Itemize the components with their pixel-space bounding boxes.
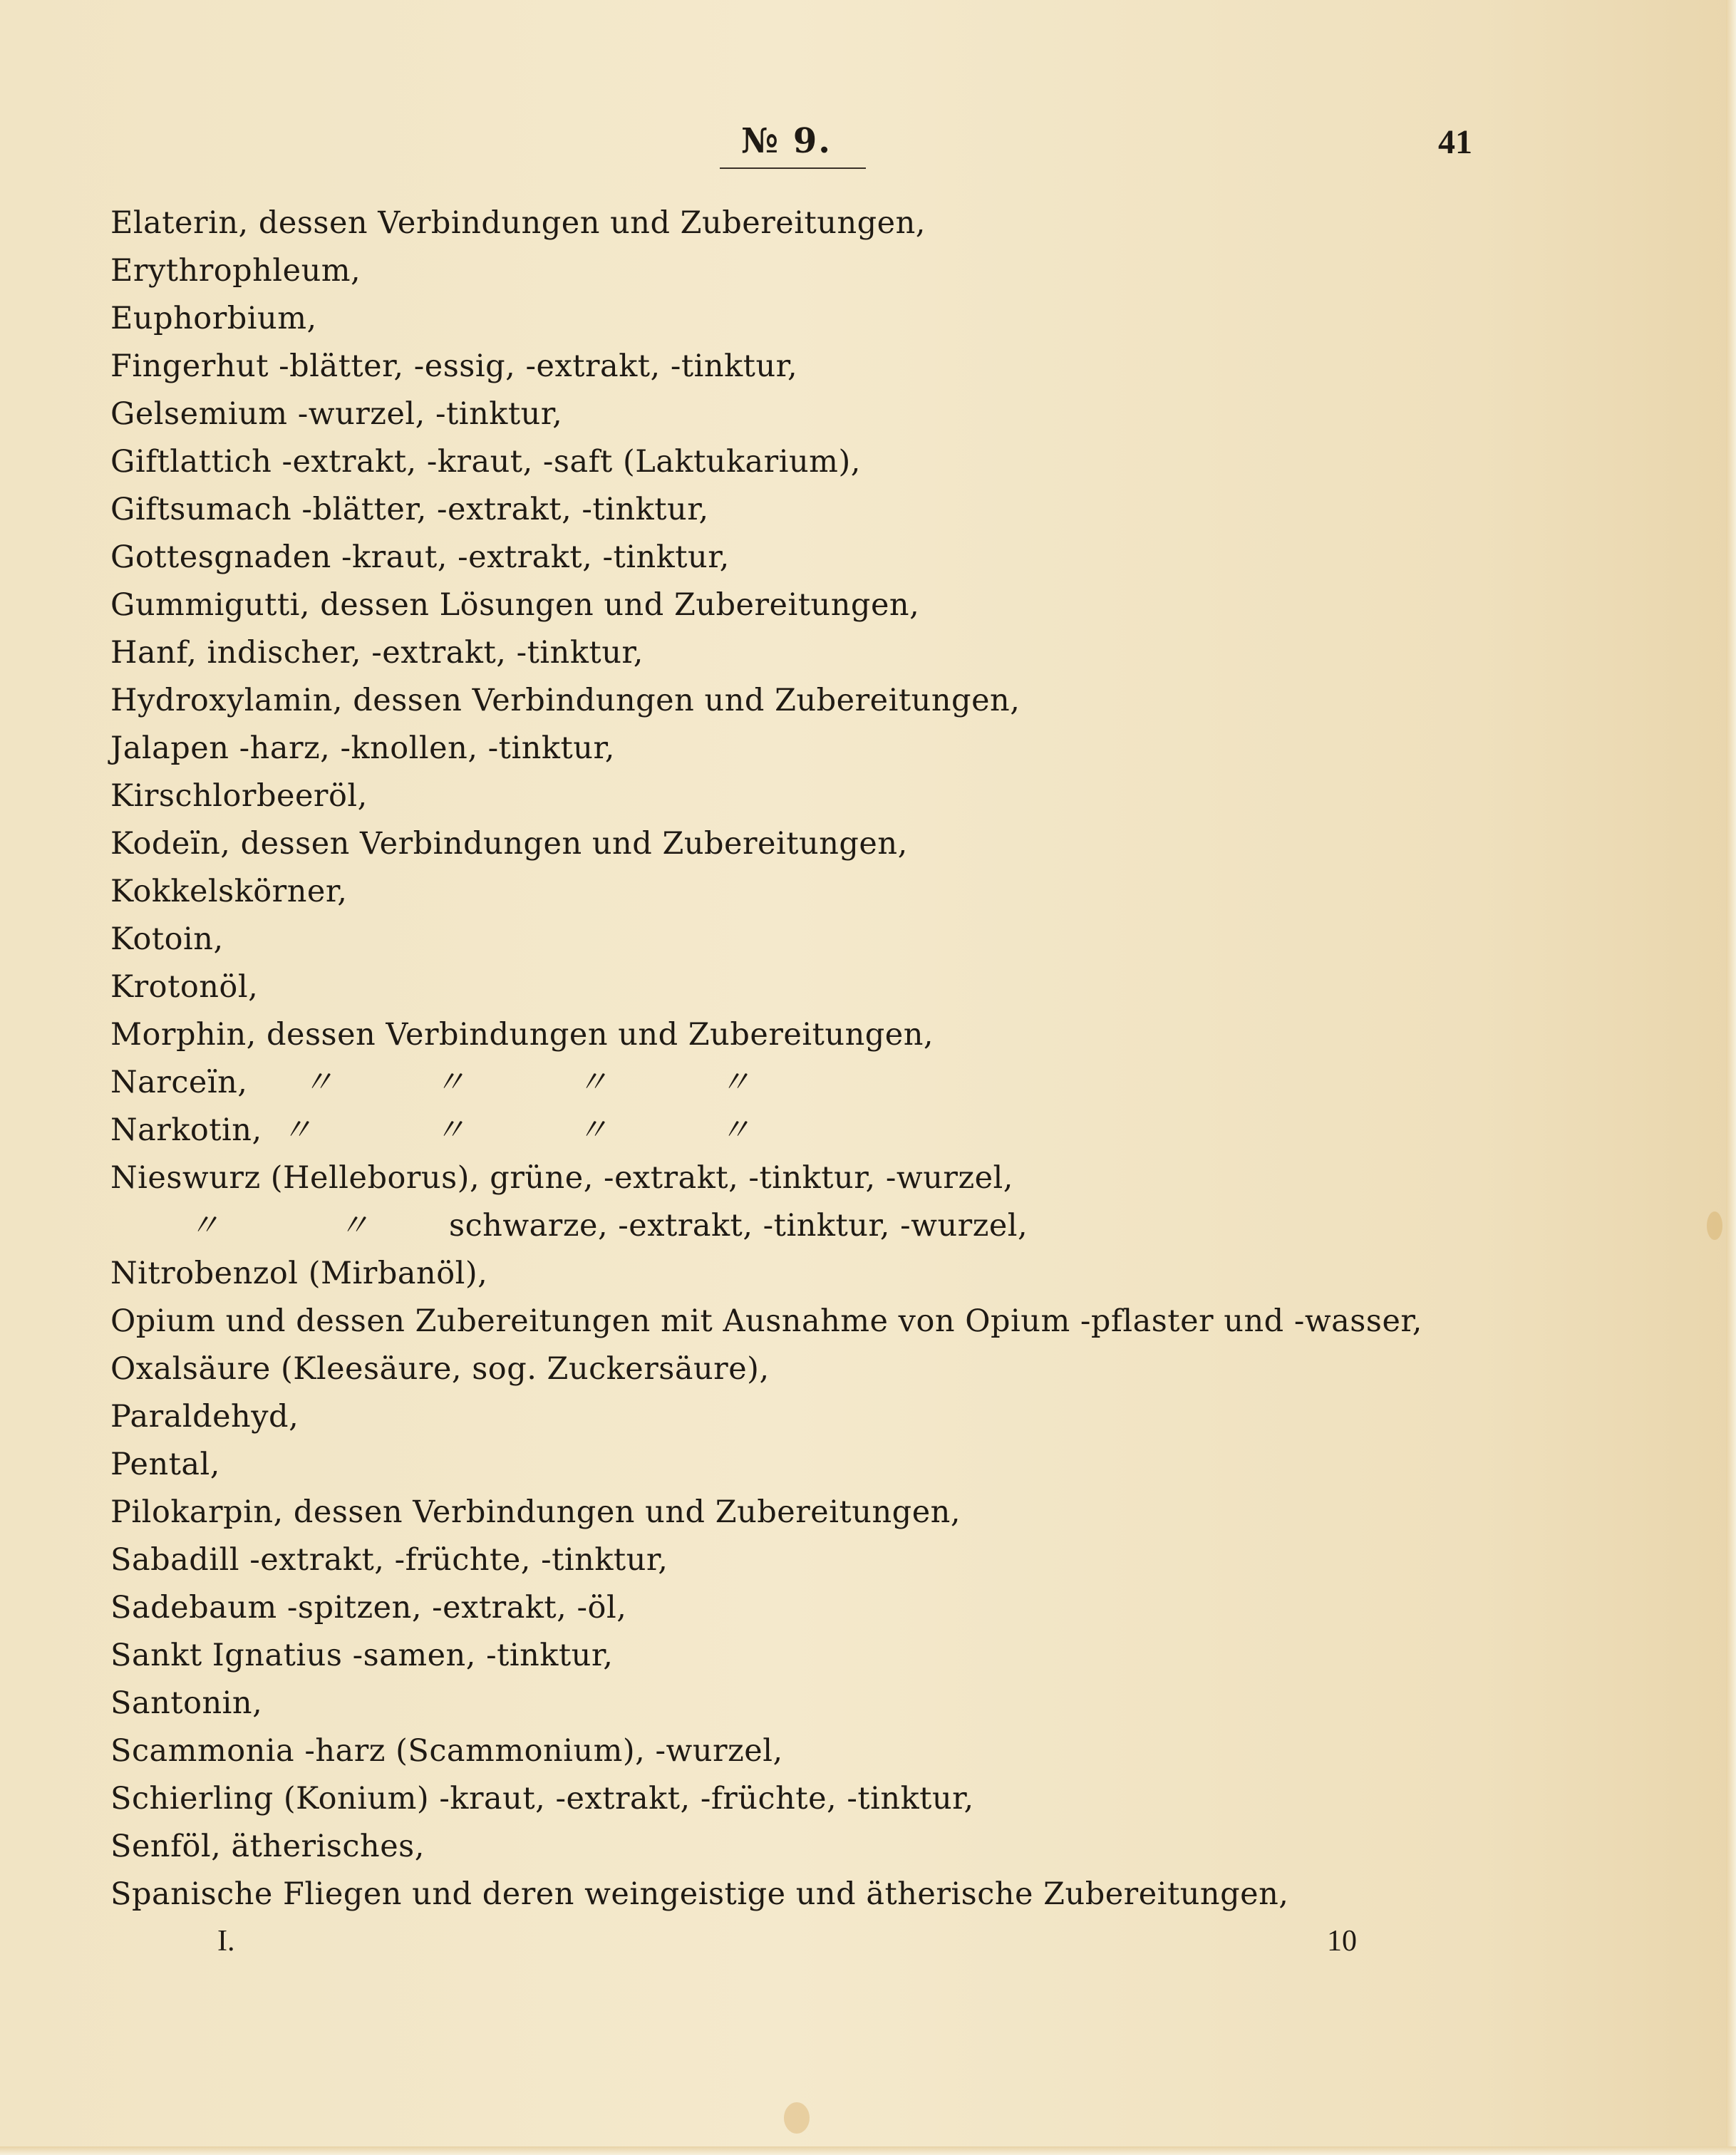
list-item: Euphorbium, <box>110 301 317 336</box>
paper-stain <box>784 2102 810 2134</box>
list-item: Fingerhut -blätter, -essig, -extrakt, -tinktur, <box>110 348 798 384</box>
list-item: Gummigutti, dessen Lösungen und Zubereitungen, <box>110 587 920 623</box>
list-item: Gelsemium -wurzel, -tinktur, <box>110 396 563 432</box>
list-item: Giftsumach -blätter, -extrakt, -tinktur, <box>110 492 709 527</box>
substance-list <box>110 200 1571 1918</box>
ditto-mark: 〃 <box>720 1065 751 1100</box>
paper-stain <box>1707 1211 1722 1240</box>
list-item: Sabadill -extrakt, -früchte, -tinktur, <box>110 1542 668 1578</box>
ditto-mark: 〃 <box>189 1208 220 1244</box>
list-item: Paraldehyd, <box>110 1399 299 1435</box>
list-item: Pilokarpin, dessen Verbindungen und Zubereitungen, <box>110 1494 961 1530</box>
signature-mark-right: 10 <box>1327 1925 1357 1958</box>
list-item: Morphin, dessen Verbindungen und Zubereitungen, <box>110 1017 934 1053</box>
page-edge <box>0 2146 1736 2155</box>
list-item: Sankt Ignatius -samen, -tinktur, <box>110 1638 614 1673</box>
ditto-mark: 〃 <box>303 1065 334 1100</box>
list-item: Krotonöl, <box>110 969 259 1005</box>
list-item: Nieswurz (Helleborus), grüne, -extrakt, -tinktur, -wurzel, <box>110 1160 1013 1196</box>
list-item: Narceïn, 〃 〃 〃 〃 <box>110 1059 1571 1107</box>
list-item: Kokkelskörner, <box>110 874 348 909</box>
ditto-mark: 〃 <box>435 1065 466 1100</box>
list-item: Opium und dessen Zubereitungen mit Ausnahme von Opium -pflaster und -wasser, <box>110 1303 1422 1339</box>
list-item: 〃 〃 schwarze, -extrakt, -tinktur, -wurzel, <box>110 1202 1571 1250</box>
signature-mark-left: I. <box>217 1925 235 1958</box>
list-item: Sadebaum -spitzen, -extrakt, -öl, <box>110 1590 627 1626</box>
ditto-mark: 〃 <box>720 1112 751 1148</box>
list-item: Narkotin, 〃 〃 〃 〃 <box>110 1107 1571 1154</box>
list-item: Santonin, <box>110 1685 263 1721</box>
list-item: Oxalsäure (Kleesäure, sog. Zuckersäure), <box>110 1351 770 1387</box>
header-rule <box>720 167 866 169</box>
list-item: Senföl, ätherisches, <box>110 1829 425 1864</box>
page-number: 41 <box>1438 123 1472 161</box>
ditto-mark: 〃 <box>577 1065 609 1100</box>
list-item: Spanische Fliegen und deren weingeistige und ätherische Zubereitungen, <box>110 1876 1289 1912</box>
page-edge <box>1726 0 1736 2155</box>
list-item: Kotoin, <box>110 921 224 957</box>
list-item: Giftlattich -extrakt, -kraut, -saft (Laktukarium), <box>110 444 861 480</box>
ditto-mark: 〃 <box>435 1112 466 1148</box>
list-item: Kodeïn, dessen Verbindungen und Zubereitungen, <box>110 826 908 862</box>
ditto-mark: 〃 <box>281 1112 313 1148</box>
list-item: Scammonia -harz (Scammonium), -wurzel, <box>110 1733 783 1769</box>
list-item: Nitrobenzol (Mirbanöl), <box>110 1256 488 1291</box>
list-item: Hanf, indischer, -extrakt, -tinktur, <box>110 635 644 671</box>
ditto-mark: 〃 <box>577 1112 609 1148</box>
list-item: Kirschlorbeeröl, <box>110 778 368 814</box>
list-item: Jalapen -harz, -knollen, -tinktur, <box>110 730 615 766</box>
list-item: Hydroxylamin, dessen Verbindungen und Zubereitungen, <box>110 683 1021 718</box>
document-number: № 9. <box>741 121 832 161</box>
list-item: Erythrophleum, <box>110 253 361 289</box>
list-item: Elaterin, dessen Verbindungen und Zubereitungen, <box>110 205 926 241</box>
list-item: Pental, <box>110 1447 220 1482</box>
list-item: Schierling (Konium) -kraut, -extrakt, -früchte, -tinktur, <box>110 1781 974 1816</box>
list-item: Gottesgnaden -kraut, -extrakt, -tinktur, <box>110 539 730 575</box>
ditto-mark: 〃 <box>339 1208 370 1244</box>
